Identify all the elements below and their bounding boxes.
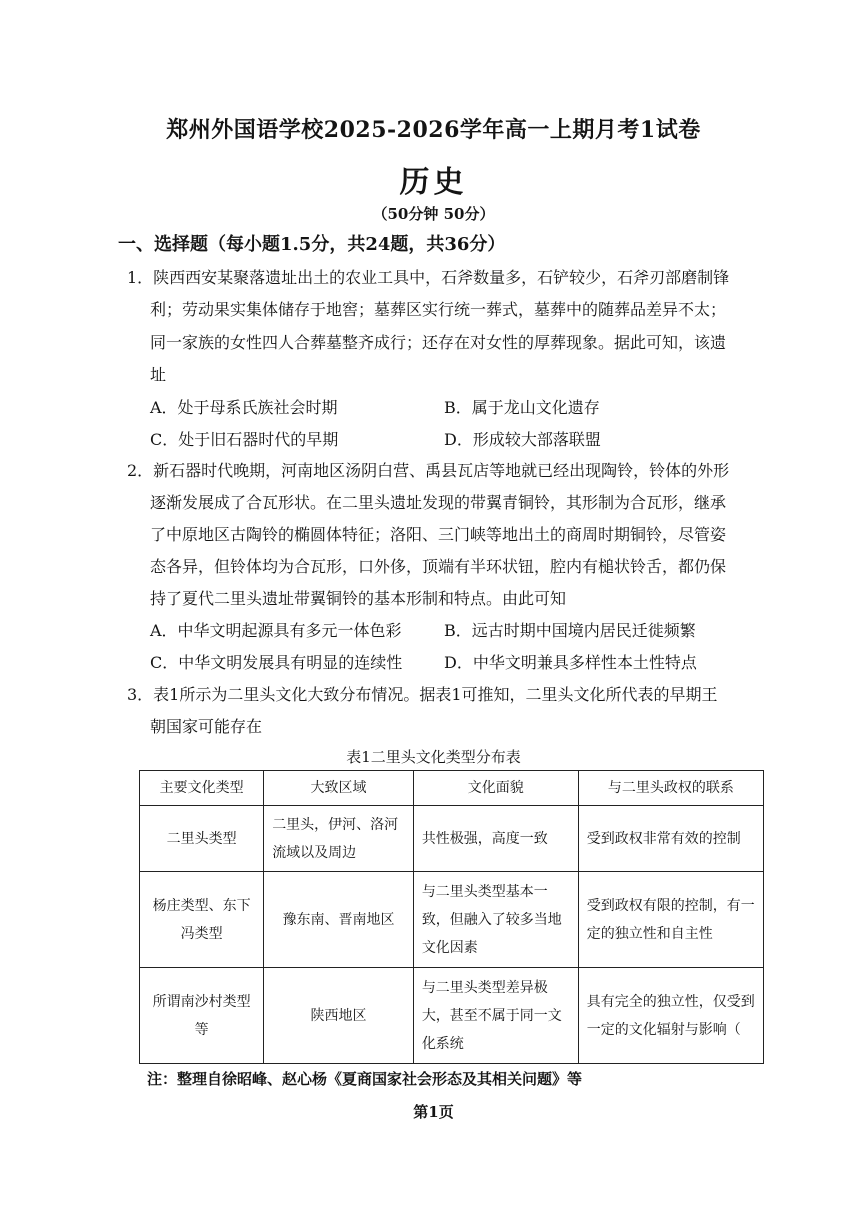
table-cell: 受到政权有限的控制，有一定的独立性和自主性 [578, 872, 763, 968]
page-number: 第1页 [413, 1103, 454, 1121]
exam-title: 郑州外国语学校2025-2026学年高一上期月考1试卷 [166, 117, 701, 143]
question-line: 同一家族的女性四人合葬墓整齐成行；还存在对女性的厚葬现象。据此可知，该遗 [150, 333, 727, 352]
option-a: A．中华文明起源具有多元一体色彩 [150, 621, 402, 640]
table-caption: 表1二里头文化类型分布表 [346, 748, 521, 766]
subject-title: 历史 [399, 165, 468, 200]
exam-duration: （50分钟 50分） [372, 205, 495, 223]
option-a: A．处于母系氏族社会时期 [150, 398, 338, 417]
question-line: 址 [150, 365, 167, 384]
question-line: 利；劳动果实集体储存于地窖；墓葬区实行统一葬式，墓葬中的随葬品差异不太； [150, 300, 727, 319]
option-d: D．形成较大部落联盟 [444, 430, 601, 449]
option-c: C．中华文明发展具有明显的连续性 [150, 653, 403, 672]
table-note: 注：整理自徐昭峰、赵心杨《夏商国家社会形态及其相关问题》等 [147, 1070, 583, 1088]
table-row [140, 806, 764, 872]
table-cell: 与二里头类型基本一致，但融入了较多当地文化因素 [413, 872, 578, 968]
table-cell: 受到政权非常有效的控制 [578, 806, 763, 872]
table-header-cell: 文化面貌 [413, 771, 578, 806]
option-c: C．处于旧石器时代的早期 [150, 430, 339, 449]
question-line: 了中原地区古陶铃的椭圆体特征；洛阳、三门峡等地出土的商周时期铜铃，尽管姿 [150, 525, 727, 544]
question-line: 态各异，但铃体均为合瓦形，口外侈，顶端有半环状钮，腔内有槌状铃舌，都仍保 [150, 557, 727, 576]
table-cell: 具有完全的独立性，仅受到一定的文化辐射与影响（ [578, 968, 763, 1064]
table-header-row [140, 771, 764, 806]
table-cell: 二里头类型 [140, 806, 264, 872]
table-cell: 豫东南、晋南地区 [264, 872, 414, 968]
table-row [140, 872, 764, 968]
table-cell: 杨庄类型、东下冯类型 [140, 872, 264, 968]
table-header-cell: 主要文化类型 [140, 771, 264, 806]
question-line: 持了夏代二里头遗址带翼铜铃的基本形制和特点。由此可知 [150, 589, 567, 608]
option-d: D．中华文明兼具多样性本土性特点 [444, 653, 697, 672]
table-cell: 共性极强，高度一致 [413, 806, 578, 872]
table-cell: 所谓南沙村类型等 [140, 968, 264, 1064]
question-line: 1．陕西西安某聚落遗址出土的农业工具中，石斧数量多，石铲较少，石斧刃部磨制锋 [127, 268, 730, 287]
question-line: 2．新石器时代晚期，河南地区汤阴白营、禹县瓦店等地就已经出现陶铃，铃体的外形 [127, 461, 730, 480]
option-b: B．属于龙山文化遗存 [444, 398, 600, 417]
question-line: 逐渐发展成了合瓦形状。在二里头遗址发现的带翼青铜铃，其形制为合瓦形，继承 [150, 493, 727, 512]
table-cell: 二里头，伊河、洛河流域以及周边 [264, 806, 414, 872]
section-heading: 一、选择题（每小题1.5分，共24题，共36分） [118, 234, 506, 255]
table-header-cell: 与二里头政权的联系 [578, 771, 763, 806]
table-header-cell: 大致区域 [264, 771, 414, 806]
question-line: 3．表1所示为二里头文化大致分布情况。据表1可推知，二里头文化所代表的早期王 [127, 685, 718, 704]
distribution-table [139, 770, 764, 1064]
table-cell: 与二里头类型差异极大，甚至不属于同一文化系统 [413, 968, 578, 1064]
option-b: B．远古时期中国境内居民迁徙频繁 [444, 621, 696, 640]
question-line: 朝国家可能存在 [150, 717, 263, 736]
table-row [140, 968, 764, 1064]
table-cell: 陕西地区 [264, 968, 414, 1064]
